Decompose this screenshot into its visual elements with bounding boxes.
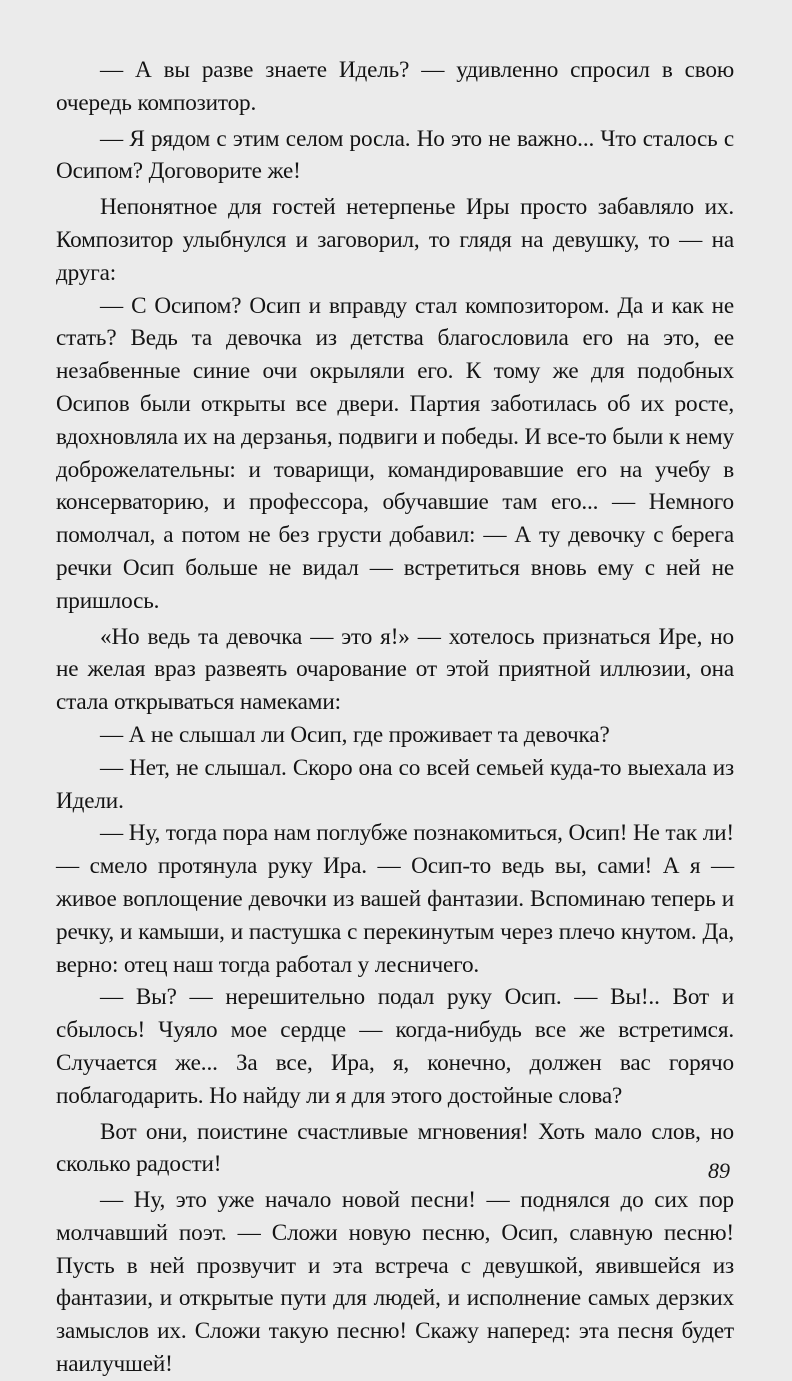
paragraph-4: — С Осипом? Осип и вправду стал композитором. Да и как не стать? Ведь та девочка из детства благословила его на это, ее незабвенные синие очи окрыляли его. К тому же для подобных Осипов были открыты все двери. Партия заботилась об их росте, вдохновляла их на дерзанья, подвиги и победы. И все-то были к нему доброжелательны: и товарищи, командировавшие его на учебу в консерваторию, и профессора, обучавшие там его... — Немного помолчал, а потом не без грусти добавил: — А ту девочку с берега речки Осип больше не видал — встретиться вновь ему с ней не пришлось. <box>56 292 734 614</box>
paragraph-7: — Нет, не слышал. Скоро она со всей семьей куда-то выехала из Идели. <box>56 754 734 814</box>
page-number: 89 <box>708 1158 730 1183</box>
paragraph-8: — Ну, тогда пора нам поглубже познакомиться, Осип! Не так ли! — смело протянула руку Ира. — Осип-то ведь вы, сами! А я — живое воплощение девочки из вашей фантазии. Вспоминаю теперь и речку, и камыши, и пастушка с перекинутым через плечо кнутом. Да, верно: отец наш тогда работал у лесничего. <box>56 820 734 978</box>
paragraph-3: Непонятное для гостей нетерпенье Иры просто забавляло их. Композитор улыбнулся и заговорил, то глядя на девушку, то — на друга: <box>56 194 734 286</box>
paragraph-5: «Но ведь та девочка — это я!» — хотелось признаться Ире, но не желая враз развеять очарование от этой приятной иллюзии, она стала открываться намеками: <box>56 623 734 716</box>
paragraph-1: — А вы разве знаете Идель? — удивленно спросил в свою очередь композитор. <box>56 57 734 116</box>
paragraph-2: — Я рядом с этим селом росла. Но это не важно... Что сталось с Осипом? Договорите же! <box>56 125 734 185</box>
page-body <box>56 54 734 1381</box>
paragraph-6: — А не слышал ли Осип, где проживает та девочка? <box>100 721 610 748</box>
paragraph-10: Вот они, поистине счастливые мгновения! Хоть мало слов, но сколько радости! <box>56 1118 734 1178</box>
paragraph-9: — Вы? — нерешительно подал руку Осип. — Вы!.. Вот и сбылось! Чуяло мое сердце — когда-нибудь все же встретимся. Случается же... За все, Ира, я, конечно, должен вас горячо поблагодарить. Но найду ли я для этого достойные слова? <box>56 984 734 1109</box>
paragraph-11: — Ну, это уже начало новой песни! — поднялся до сих пор молчавший поэт. — Сложи новую песню, Осип, славную песню! Пусть в ней прозвучит и эта встреча с девушкой, явившейся из фантазии, и открытые пути для людей, и исполнение самых дерзких замыслов их. Сложи такую песню! Скажу наперед: эта песня будет наилучшей! <box>56 1187 734 1378</box>
